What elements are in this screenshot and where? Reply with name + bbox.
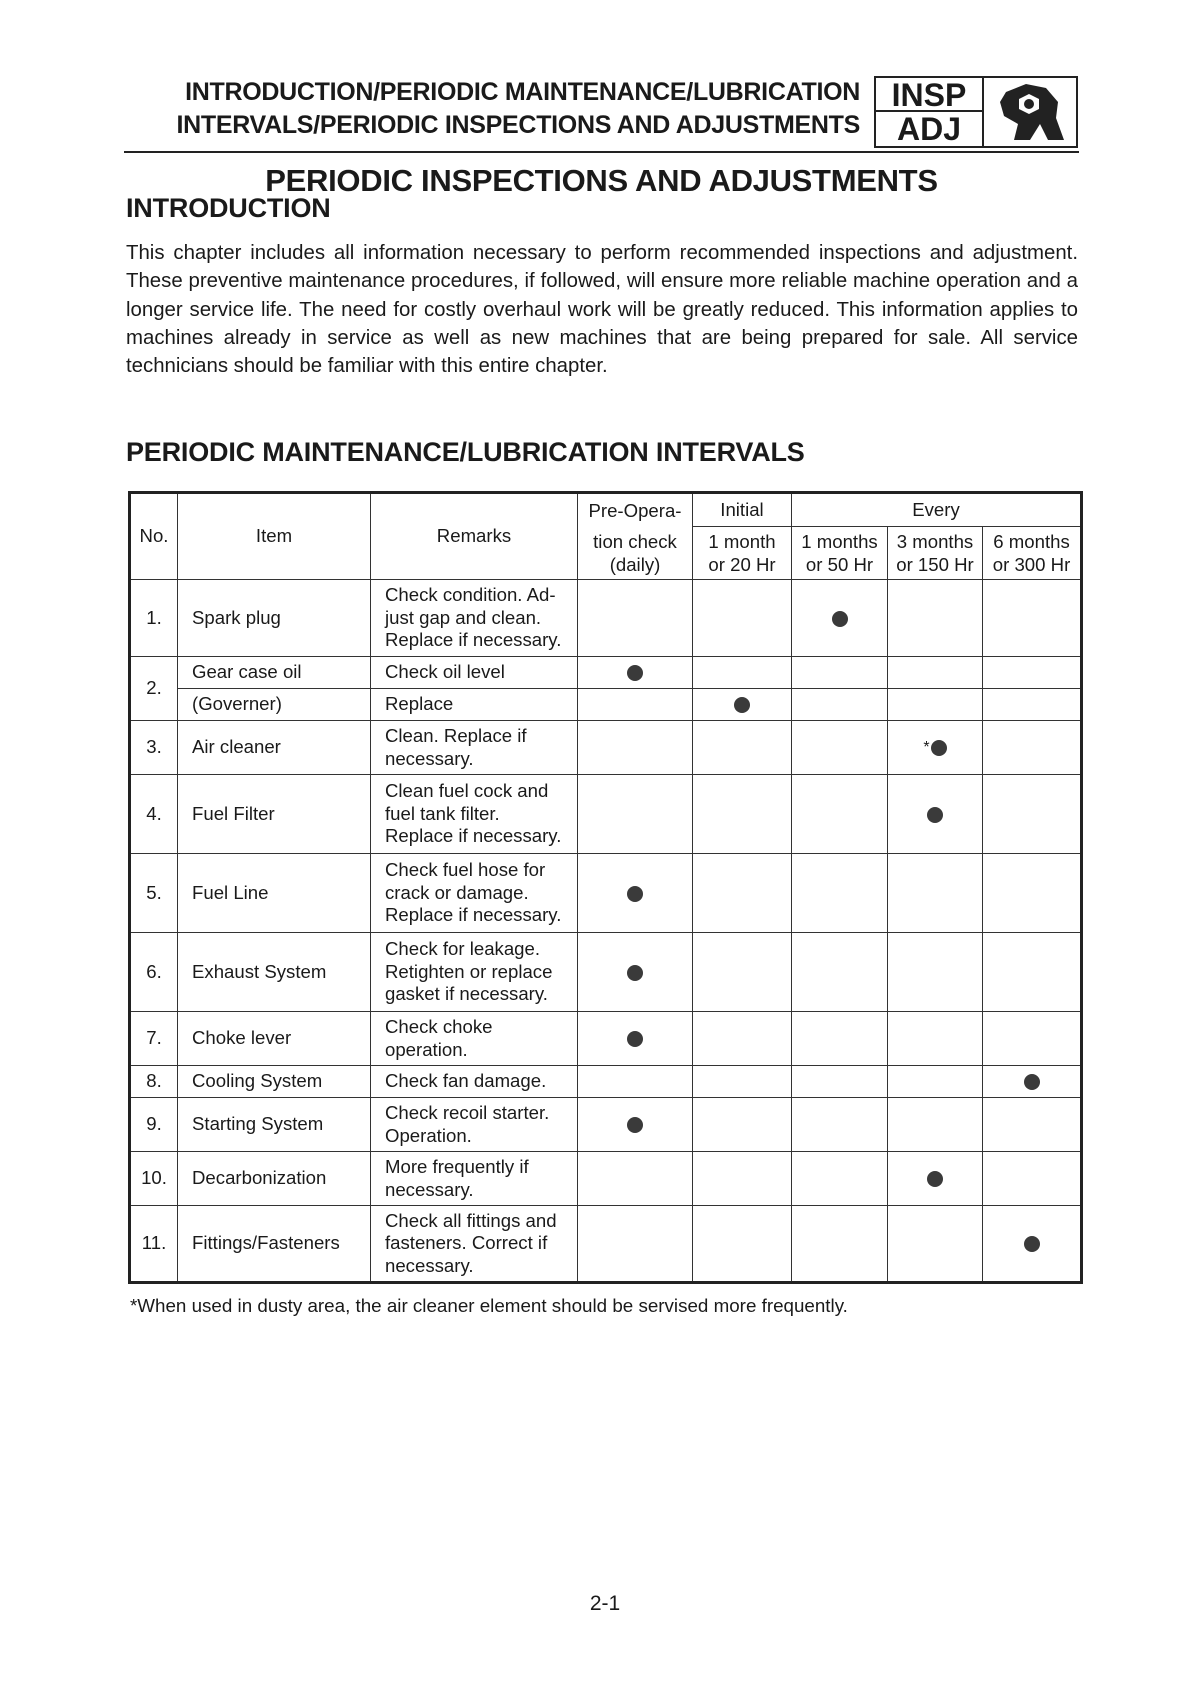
interval-cell-pre-op: [578, 1152, 693, 1206]
interval-cell-every-1m: [792, 854, 888, 933]
remarks-line: Check for leakage.: [385, 938, 541, 960]
chapter-header-line-2: INTERVALS/PERIODIC INSPECTIONS AND ADJUSTMENTS: [176, 111, 860, 139]
item-name: Gear case oil: [178, 657, 371, 689]
remarks-line: Clean fuel cock and: [385, 780, 549, 802]
interval-cell-pre-op: [578, 689, 693, 721]
bullet-mark-icon: [627, 886, 643, 902]
interval-cell-pre-op: [578, 1066, 693, 1098]
bullet-mark-icon: [1024, 1236, 1040, 1252]
badge-insp-label: INSP: [876, 78, 982, 112]
remarks-cell: [371, 1206, 578, 1283]
page-number: 2-1: [589, 1592, 621, 1615]
interval-cell-pre-op: [578, 854, 693, 933]
table-row: [130, 1012, 1082, 1066]
remarks-line: Clean. Replace if: [385, 725, 527, 746]
col-every-6m-line1: 6 months: [993, 531, 1070, 552]
chapter-header-line-1: INTRODUCTION/PERIODIC MAINTENANCE/LUBRICATION: [185, 78, 860, 106]
interval-cell-pre-op: [578, 657, 693, 689]
interval-cell-every-1m: [792, 657, 888, 689]
item-name: Starting System: [178, 1098, 371, 1152]
table-row: [130, 580, 1082, 657]
col-item-header: Item: [178, 493, 371, 580]
table-row: [130, 854, 1082, 933]
table-row: [130, 1206, 1082, 1283]
introduction-paragraph: This chapter includes all information necessary to perform recommended inspections and adjustment. These preventive maintenance procedures, if followed, will ensure more reliable machine operation and a longer service life. The need for costly overhaul work will be greatly reduced. This information applies to machines already in service as well as new machines that are being prepared for sale. All service technicians should be familiar with this entire chapter.: [126, 242, 1078, 378]
remarks-cell: [371, 580, 578, 657]
interval-cell-every-3m: [888, 721, 983, 775]
footnote: *When used in dusty area, the air cleaner element should be servised more frequently.: [130, 1295, 848, 1316]
interval-cell-every-3m: [888, 689, 983, 721]
row-number: 3.: [130, 721, 178, 775]
remarks-line: Check fuel hose for: [385, 859, 546, 881]
interval-cell-every-1m: [792, 1012, 888, 1066]
introduction-heading: INTRODUCTION: [126, 193, 331, 223]
bullet-mark-icon: [1024, 1074, 1040, 1090]
interval-cell-every-6m: [983, 689, 1082, 721]
bullet-mark-icon: [627, 665, 643, 681]
col-initial-1m-line1: 1 month: [708, 531, 776, 552]
row-number: 11.: [130, 1206, 178, 1283]
row-number: 6.: [130, 933, 178, 1012]
interval-cell-initial: [693, 1098, 792, 1152]
interval-cell-pre-op: [578, 775, 693, 854]
interval-cell-every-1m: [792, 1206, 888, 1283]
remarks-line: Replace if necessary.: [385, 825, 562, 847]
interval-cell-every-3m: [888, 1152, 983, 1206]
row-number: 2.: [130, 657, 178, 721]
bullet-mark-icon: [927, 1171, 943, 1187]
interval-cell-every-1m: [792, 1066, 888, 1098]
item-name: Fuel Filter: [178, 775, 371, 854]
insp-adj-badge: [874, 76, 1078, 148]
col-every-3m-line2: or 150 Hr: [896, 554, 974, 575]
remarks-line: operation.: [385, 1038, 468, 1060]
item-name: Air cleaner: [178, 721, 371, 775]
remarks-line: More frequently if: [385, 1156, 529, 1177]
interval-cell-initial: [693, 580, 792, 657]
bullet-mark-icon: [627, 1031, 643, 1047]
interval-cell-every-3m: [888, 775, 983, 854]
interval-cell-every-6m: [983, 775, 1082, 854]
interval-cell-every-6m: [983, 1206, 1082, 1283]
table-row: [130, 721, 1082, 775]
item-name: Fuel Line: [178, 854, 371, 933]
page-title: PERIODIC INSPECTIONS AND ADJUSTMENTS: [265, 163, 938, 198]
table-row: [130, 1152, 1082, 1206]
remarks-line: necessary.: [385, 1178, 474, 1200]
col-no-header: No.: [130, 493, 178, 580]
interval-cell-every-1m: [792, 580, 888, 657]
interval-cell-initial: [693, 1066, 792, 1098]
remarks-cell: [371, 775, 578, 854]
table-row: [130, 775, 1082, 854]
remarks-line: Replace: [385, 693, 454, 715]
remarks-cell: [371, 1012, 578, 1066]
col-every-3m-header: [888, 527, 983, 580]
table-row: [130, 689, 1082, 721]
interval-cell-pre-op: [578, 933, 693, 1012]
interval-cell-every-1m: [792, 933, 888, 1012]
remarks-cell: [371, 1066, 578, 1098]
interval-cell-every-6m: [983, 1066, 1082, 1098]
col-every-3m-line1: 3 months: [896, 531, 974, 552]
chapter-header-title: [140, 76, 860, 142]
row-number: 5.: [130, 854, 178, 933]
interval-cell-every-6m: [983, 854, 1082, 933]
row-number: 1.: [130, 580, 178, 657]
interval-cell-initial: [693, 1012, 792, 1066]
remarks-line: Check recoil starter.: [385, 1102, 550, 1123]
row-number: 4.: [130, 775, 178, 854]
col-initial-1m-header: [693, 527, 792, 580]
interval-cell-initial: [693, 689, 792, 721]
interval-cell-every-1m: [792, 1152, 888, 1206]
interval-cell-pre-op: [578, 580, 693, 657]
interval-cell-initial: [693, 721, 792, 775]
interval-cell-every-3m: [888, 933, 983, 1012]
badge-divider: [982, 78, 984, 146]
maintenance-schedule-table: [128, 491, 1083, 1284]
col-remarks-header: Remarks: [371, 493, 578, 580]
remarks-line: just gap and clean.: [385, 606, 542, 628]
row-number: 7.: [130, 1012, 178, 1066]
item-name: Fittings/Fasteners: [178, 1206, 371, 1283]
interval-cell-initial: [693, 933, 792, 1012]
bullet-mark-icon: [627, 965, 643, 981]
remarks-cell: [371, 1152, 578, 1206]
interval-cell-every-3m: [888, 854, 983, 933]
item-name: Spark plug: [178, 580, 371, 657]
interval-cell-initial: [693, 854, 792, 933]
table-row: [130, 933, 1082, 1012]
col-every-1m-line2: or 50 Hr: [805, 554, 874, 575]
col-preop-header: [578, 527, 693, 580]
wrench-nut-icon: [986, 78, 1076, 146]
remarks-cell: [371, 854, 578, 933]
remarks-line: Retighten or replace: [385, 960, 553, 982]
item-name: Cooling System: [178, 1066, 371, 1098]
interval-cell-every-3m: [888, 657, 983, 689]
interval-cell-every-3m: [888, 580, 983, 657]
interval-cell-every-1m: [792, 1098, 888, 1152]
item-name: Decarbonization: [178, 1152, 371, 1206]
bullet-mark-icon: [627, 1117, 643, 1133]
col-every-header: Every: [792, 493, 1082, 527]
interval-cell-every-1m: [792, 721, 888, 775]
interval-cell-pre-op: [578, 1098, 693, 1152]
remarks-cell: [371, 657, 578, 689]
interval-cell-initial: [693, 775, 792, 854]
interval-cell-every-6m: [983, 657, 1082, 689]
interval-cell-every-3m: [888, 1206, 983, 1283]
col-every-1m-line1: 1 months: [801, 531, 878, 552]
interval-cell-pre-op: [578, 1206, 693, 1283]
interval-cell-every-3m: [888, 1098, 983, 1152]
row-number: 9.: [130, 1098, 178, 1152]
interval-cell-every-1m: [792, 775, 888, 854]
interval-cell-pre-op: [578, 721, 693, 775]
remarks-line: necessary.: [385, 1254, 474, 1276]
interval-cell-every-1m: [792, 689, 888, 721]
col-initial-header: Initial: [693, 493, 792, 527]
remarks-line: gasket if necessary.: [385, 983, 548, 1005]
interval-cell-every-3m: [888, 1066, 983, 1098]
remarks-line: fasteners. Correct if: [385, 1232, 548, 1254]
remarks-line: Replace if necessary.: [385, 904, 562, 926]
col-every-6m-line2: or 300 Hr: [992, 554, 1071, 575]
table-row: [130, 657, 1082, 689]
remarks-line: crack or damage.: [385, 881, 529, 903]
interval-cell-every-6m: [983, 1012, 1082, 1066]
row-number: 10.: [130, 1152, 178, 1206]
remarks-line: Operation.: [385, 1124, 472, 1146]
table-row: [130, 1066, 1082, 1098]
interval-cell-initial: [693, 1152, 792, 1206]
interval-cell-every-6m: [983, 580, 1082, 657]
bullet-mark-icon: [927, 807, 943, 823]
bullet-mark-icon: [931, 740, 947, 756]
header-rule: [124, 151, 1079, 153]
col-preop-line2: tion check: [593, 530, 677, 552]
remarks-cell: [371, 933, 578, 1012]
row-number: 8.: [130, 1066, 178, 1098]
remarks-line: fuel tank filter.: [385, 802, 500, 824]
col-every-1m-header: [792, 527, 888, 580]
item-name: Choke lever: [178, 1012, 371, 1066]
remarks-line: necessary.: [385, 747, 474, 769]
remarks-line: Check fan damage.: [385, 1070, 547, 1092]
remarks-line: Check oil level: [385, 661, 505, 683]
col-preop-line3: (daily): [609, 553, 661, 575]
interval-cell-pre-op: [578, 1012, 693, 1066]
table-body: [130, 580, 1082, 1283]
interval-cell-every-6m: [983, 721, 1082, 775]
interval-cell-every-3m: [888, 1012, 983, 1066]
interval-cell-every-6m: [983, 933, 1082, 1012]
remarks-line: Replace if necessary.: [385, 629, 562, 651]
table-row: [130, 1098, 1082, 1152]
interval-cell-every-6m: [983, 1152, 1082, 1206]
bullet-mark-icon: [832, 611, 848, 627]
badge-adj-label: ADJ: [896, 111, 961, 147]
remarks-cell: [371, 689, 578, 721]
interval-cell-initial: [693, 657, 792, 689]
remarks-line: Check all fittings and: [385, 1209, 557, 1231]
remarks-line: Check choke: [385, 1016, 493, 1037]
badge-text-box: [876, 78, 982, 146]
col-preop-header-line1: Pre-Opera-: [578, 493, 693, 527]
remarks-line: Check condition. Ad-: [385, 584, 556, 606]
col-initial-1m-line2: or 20 Hr: [708, 554, 776, 575]
interval-cell-every-6m: [983, 1098, 1082, 1152]
item-name-secondary: (Governer): [178, 689, 371, 721]
col-every-6m-header: [983, 527, 1082, 580]
table-header-row: [130, 493, 1082, 527]
item-name: Exhaust System: [178, 933, 371, 1012]
interval-cell-initial: [693, 1206, 792, 1283]
maintenance-intervals-heading: PERIODIC MAINTENANCE/LUBRICATION INTERVALS: [126, 437, 805, 467]
bullet-mark-icon: [734, 697, 750, 713]
remarks-cell: [371, 721, 578, 775]
asterisk-note: *: [923, 738, 930, 756]
remarks-cell: [371, 1098, 578, 1152]
